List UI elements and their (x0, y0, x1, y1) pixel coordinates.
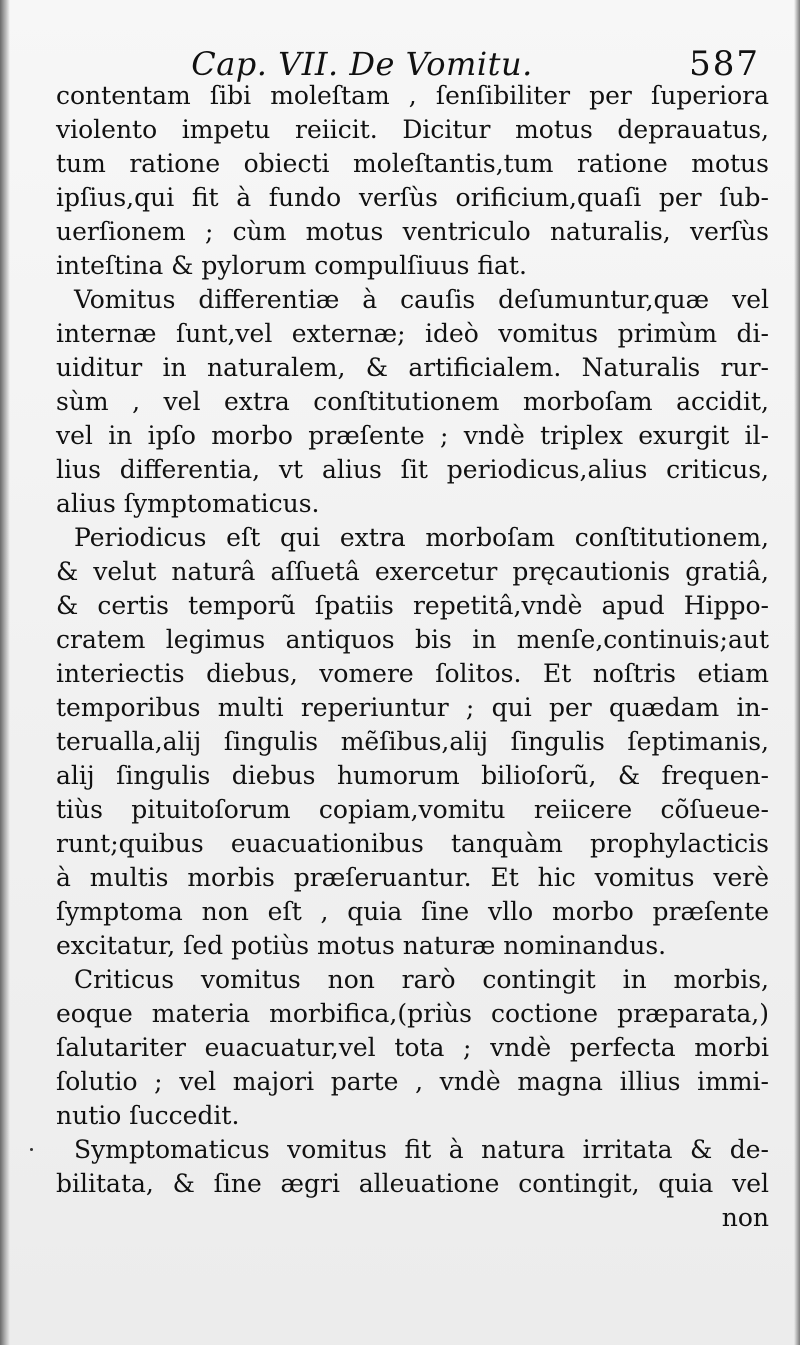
text-line: tiùs pituitoſorum copiam,vomitu reiicere cõſueue- (56, 795, 769, 824)
text-line: lius differentia, vt alius ſit periodicus,alius criticus, (56, 455, 769, 484)
text-line: terualla,alij ſingulis mẽſibus,alij ſingulis ſeptimanis, (56, 727, 769, 756)
text-line: alius ſymptomaticus. (56, 489, 320, 518)
text-line: internæ ſunt,vel externæ; ideò vomitus primùm di- (56, 319, 769, 348)
text-line: contentam ſibi moleſtam , ſenſibiliter per ſuperiora (56, 81, 769, 110)
text-line: & velut naturâ aſſuetâ exercetur pręcautionis gratiâ, (56, 557, 769, 586)
page-edge-shadow-right (794, 0, 800, 1345)
body-text (56, 79, 769, 1235)
text-line: eoque materia morbifica,(priùs coctione præparata,) (56, 999, 769, 1028)
text-line: à multis morbis præſeruantur. Et hic vomitus verè (56, 863, 769, 892)
text-line: interiectis diebus, vomere ſolitos. Et noſtris etiam (56, 659, 769, 688)
ink-speck (30, 1148, 33, 1151)
text-line: ſalutariter euacuatur,vel tota ; vndè perfecta morbi (56, 1033, 769, 1062)
text-line: cratem legimus antiquos bis in menſe,continuis;aut (56, 625, 769, 654)
text-line: excitatur, ſed potiùs motus naturæ nominandus. (56, 931, 667, 960)
running-head: Cap. VII. De Vomitu. (191, 45, 533, 83)
text-line: Vomitus differentiæ à cauſis deſumuntur,quæ vel (74, 285, 769, 314)
text-line: temporibus multi reperiuntur ; qui per quædam in- (56, 693, 769, 722)
text-line: Symptomaticus vomitus fit à natura irritata & de- (74, 1135, 769, 1164)
text-line: ſymptoma non eſt , quia ſine vllo morbo præſente (56, 897, 769, 926)
text-line: alij ſingulis diebus humorum bilioſorũ, & frequen- (56, 761, 769, 790)
page-edge-shadow-left (0, 0, 10, 1345)
text-line: Periodicus eſt qui extra morboſam conſtitutionem, (74, 523, 769, 552)
text-line: inteſtina & pylorum compulſiuus fiat. (56, 251, 527, 280)
text-line: sùm , vel extra conſtitutionem morboſam accidit, (56, 387, 769, 416)
text-line: Criticus vomitus non rarò contingit in morbis, (74, 965, 769, 994)
text-line: violento impetu reiicit. Dicitur motus deprauatus, (56, 115, 769, 144)
catchword: non (721, 1203, 769, 1232)
text-line: uerſionem ; cùm motus ventriculo naturalis, verſùs (56, 217, 769, 246)
text-line: runt;quibus euacuationibus tanquàm prophylacticis (56, 829, 769, 858)
page-number: 587 (689, 44, 760, 84)
text-line: vel in ipſo morbo præſente ; vndè triplex exurgit il- (56, 421, 769, 450)
text-line: ipſius,qui fit à fundo verſùs orificium,quaſi per ſub- (56, 183, 769, 212)
text-line: ſolutio ; vel majori parte , vndè magna illius immi- (56, 1067, 769, 1096)
text-line: tum ratione obiecti moleſtantis,tum ratione motus (56, 149, 769, 178)
text-line: & certis temporũ ſpatiis repetitâ,vndè apud Hippo- (56, 591, 769, 620)
text-line: nutio ſuccedit. (56, 1101, 240, 1130)
text-line: uiditur in naturalem, & artificialem. Naturalis rur- (56, 353, 769, 382)
text-line: bilitata, & ſine ægri alleuatione contingit, quia vel (56, 1169, 769, 1198)
